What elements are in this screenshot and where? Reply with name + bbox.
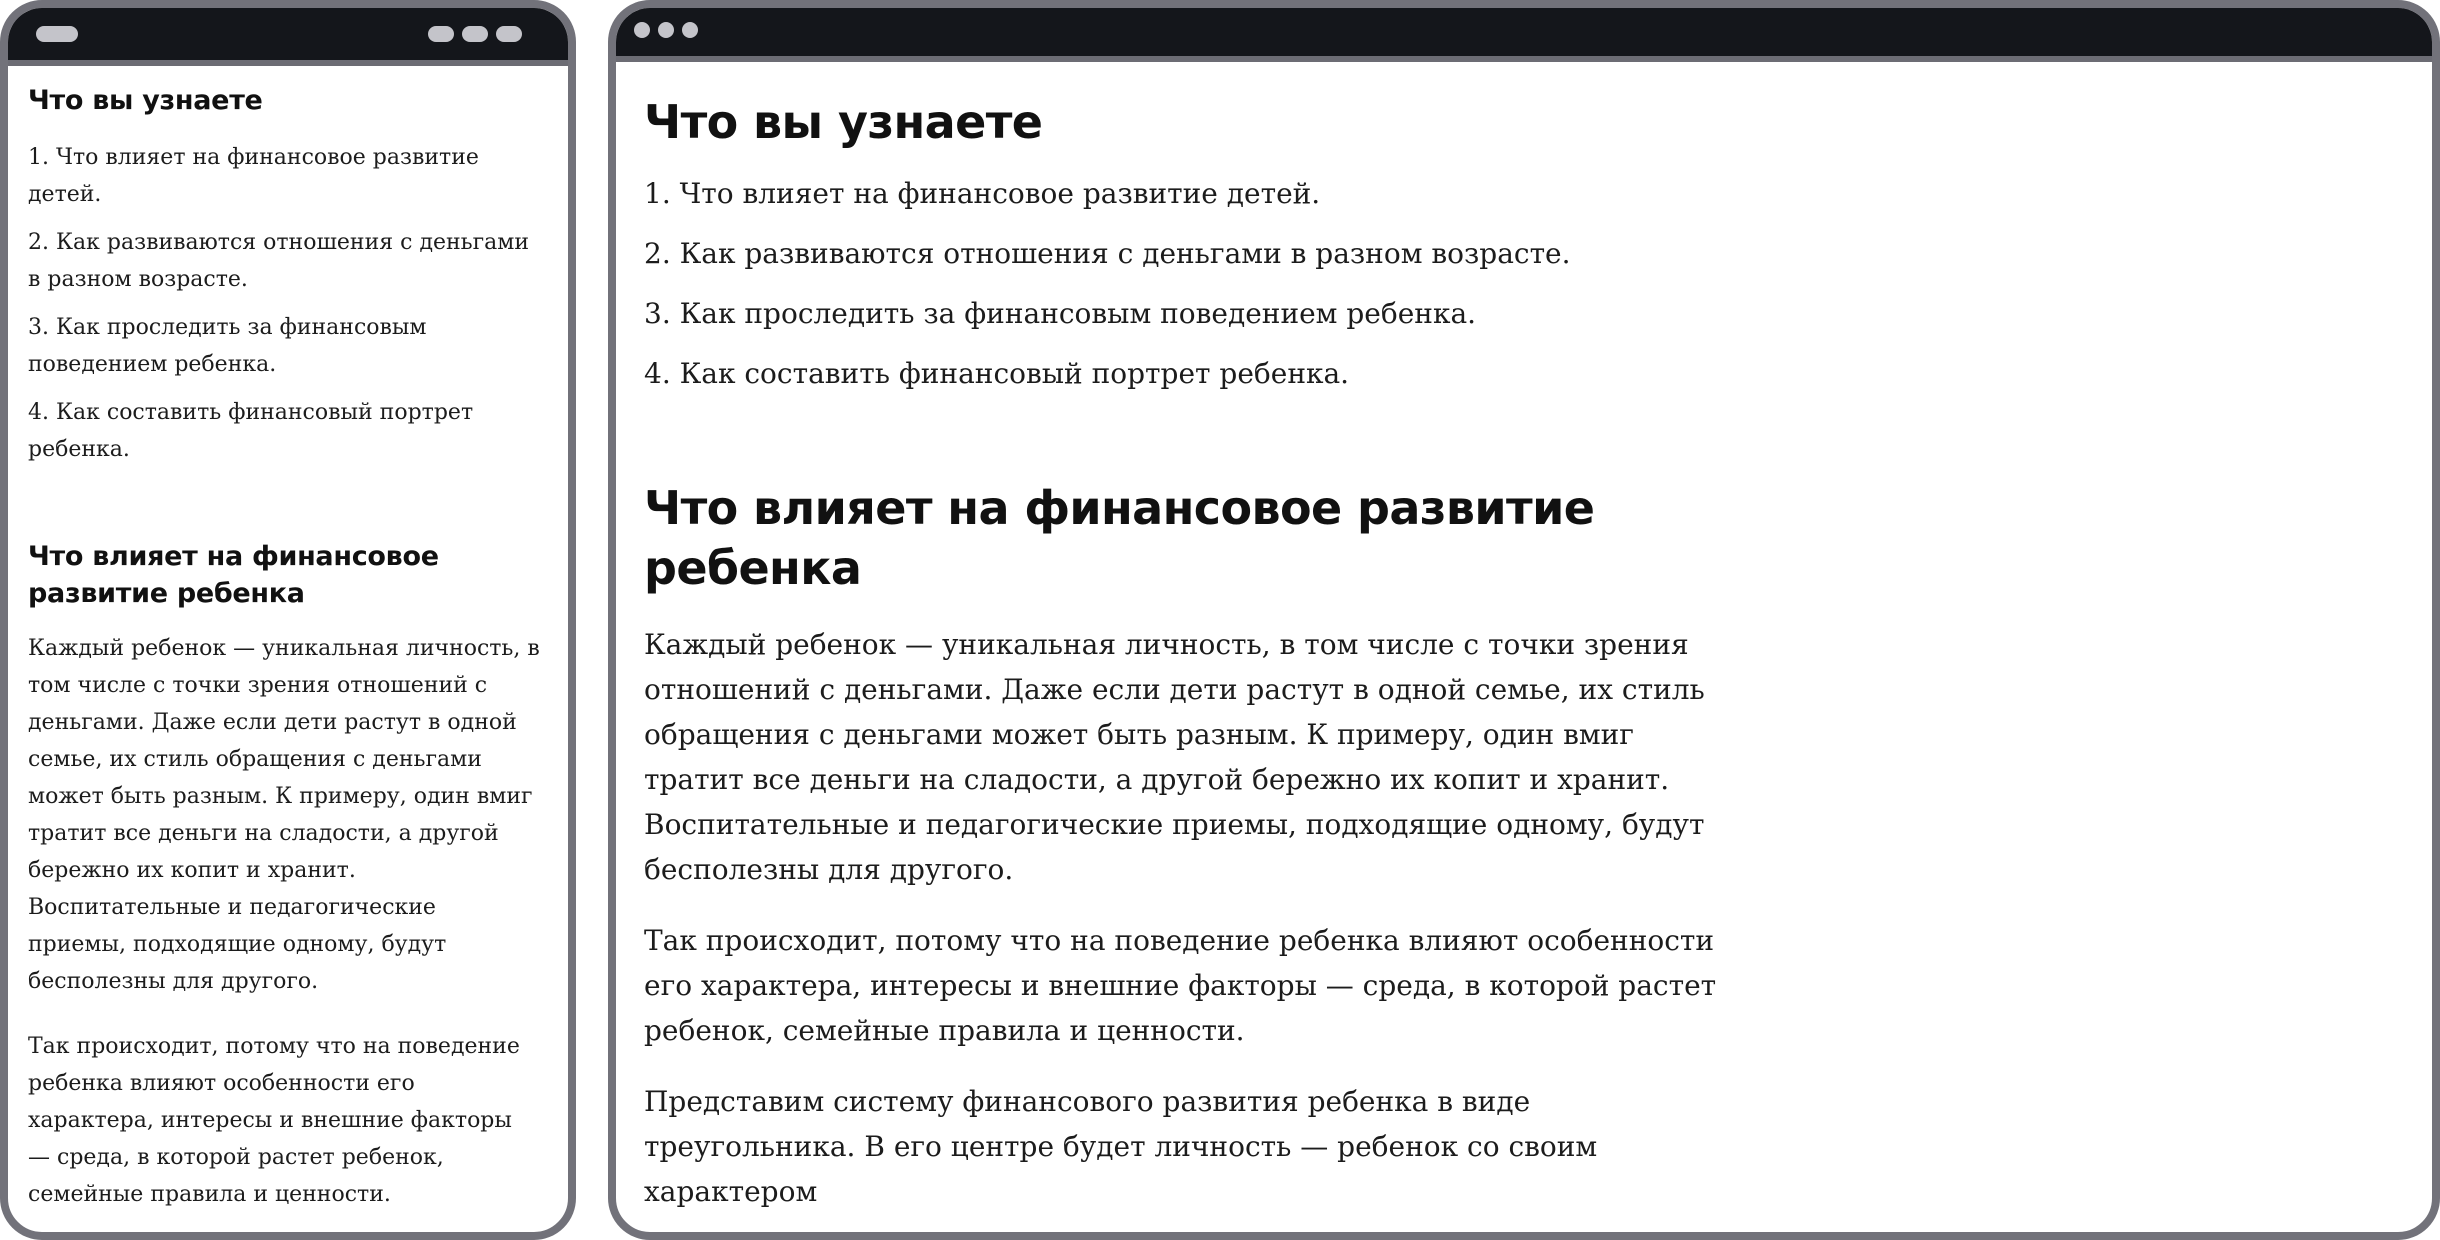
desktop-article [644,92,1764,1214]
window-maximize-icon[interactable] [682,22,698,38]
mobile-intro-list [28,139,548,468]
desktop-section [644,478,1764,1214]
list-item: 3. Как проследить за финансовым поведением ребенка. [644,297,1477,330]
mobile-section-heading: Что влияет на финансовое развитие ребенка [28,541,439,609]
desktop-section-heading: Что влияет на финансовое развитие ребенка [644,481,1595,595]
mobile-paragraph: Каждый ребенок — уникальная личность, в том числе с точки зрения отношений с деньгами. Даже если дети растут в одной семье, их стиль обращения с деньгами может быть разным. К примеру, один вмиг тратит все деньги на сладости, а другой бережно их копит и хранит. Воспитательные и педагогические приемы, подходящие одному, будут бесполезны для другого. [28,636,540,994]
list-item: 4. Как составить финансовый портрет ребенка. [28,400,474,462]
desktop-paragraph: Так происходит, потому что на поведение ребенка влияют особенности его характера, интересы и внешние факторы — среда, в которой растет ребенок, семейные правила и ценности. [644,924,1717,1047]
list-item: 4. Как составить финансовый портрет ребенка. [644,357,1350,390]
desktop-preview-frame [608,0,2440,1240]
mobile-section [28,538,548,1213]
mobile-status-pill-icon [36,26,78,42]
mobile-wifi-icon [462,26,488,42]
mobile-preview-frame [0,0,576,1240]
mobile-titlebar [8,8,568,66]
desktop-intro-heading: Что вы узнаете [644,95,1043,149]
list-item: 2. Как развиваются отношения с деньгами в разном возрасте. [644,237,1571,270]
window-minimize-icon[interactable] [658,22,674,38]
mobile-signal-icon [428,26,454,42]
desktop-intro-list [644,174,1764,394]
list-item: 3. Как проследить за финансовым поведением ребенка. [28,315,427,377]
mobile-intro-heading: Что вы узнаете [28,85,263,116]
window-close-icon[interactable] [634,22,650,38]
list-item: 2. Как развиваются отношения с деньгами в разном возрасте. [28,230,530,292]
mobile-battery-icon [496,26,522,42]
mobile-paragraph: Так происходит, потому что на поведение ребенка влияют особенности его характера, интересы и внешние факторы — среда, в которой растет ребенок, семейные правила и ценности. [28,1034,520,1207]
list-item: 1. Что влияет на финансовое развитие детей. [28,145,479,207]
desktop-titlebar [616,8,2432,62]
mobile-article [28,82,548,1213]
desktop-paragraph: Представим систему финансового развития ребенка в виде треугольника. В его центре будет личность — ребенок со своим характером [644,1085,1598,1208]
desktop-paragraph: Каждый ребенок — уникальная личность, в том числе с точки зрения отношений с деньгами. Даже если дети растут в одной семье, их стиль обращения с деньгами может быть разным. К примеру, один вмиг тратит все деньги на сладости, а другой бережно их копит и хранит. Воспитательные и педагогические приемы, подходящие одному, будут бесполезны для другого. [644,628,1705,886]
list-item: 1. Что влияет на финансовое развитие детей. [644,177,1321,210]
